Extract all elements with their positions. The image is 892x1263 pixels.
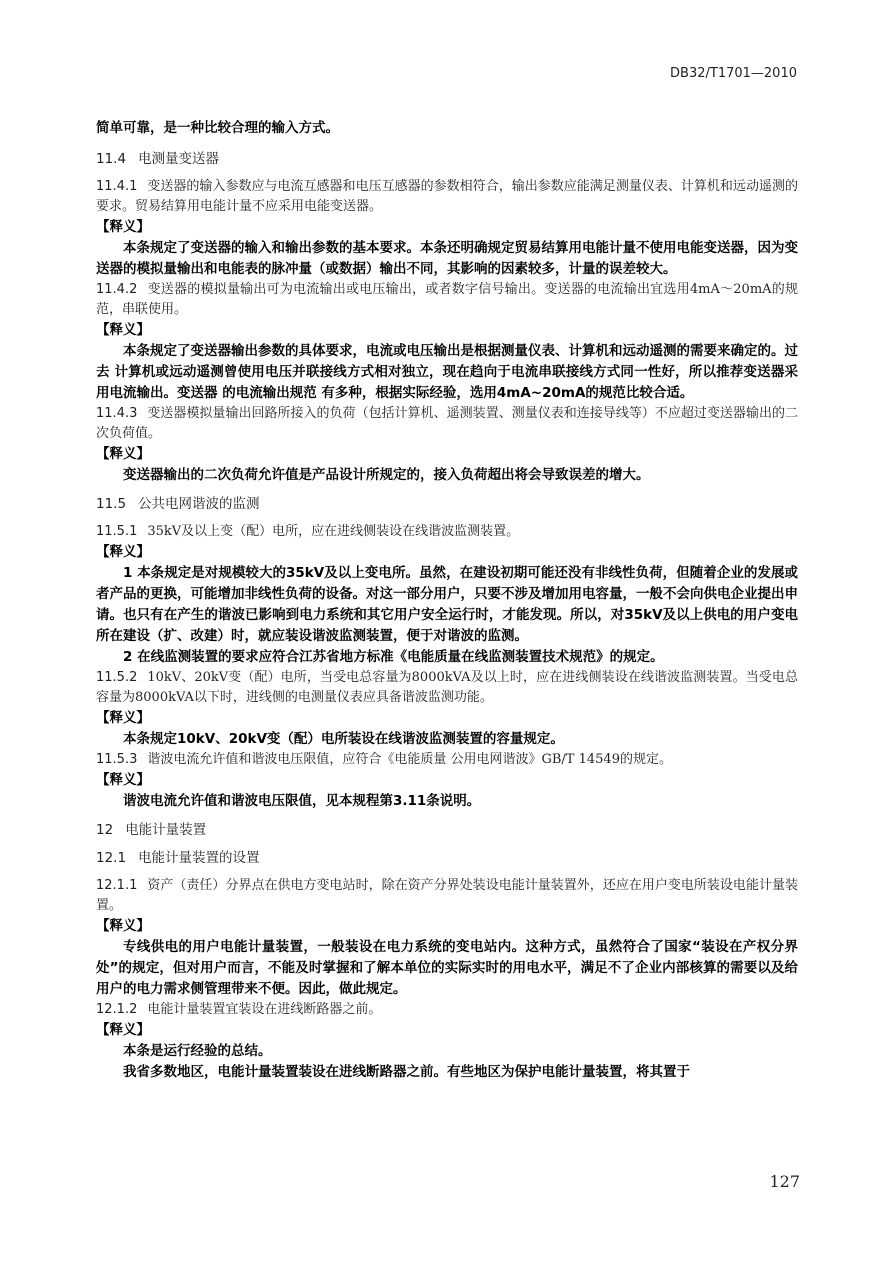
explanation-label: 【释义】: [96, 544, 150, 560]
explanation-label: 【释义】: [96, 710, 150, 726]
clause-12-1-2: [96, 1000, 798, 1020]
section-number: 12.1: [96, 850, 127, 866]
clause-number: 11.4.3: [96, 406, 138, 421]
explanation-11-5-1-item2: 2 在线监测装置的要求应符合江苏省地方标准《电能质量在线监测装置技术规范》的规定。: [123, 649, 664, 665]
section-title: 电测量变送器: [138, 151, 220, 167]
clause-number: 11.5.3: [96, 752, 138, 767]
clause-text: 变送器的输入参数应与电流互感器和电压互感器的参数相符合，输出参数应能满足测量仪表、计算机和远动遥测的要求。贸易结算用电能计量不应采用电能变送器。: [96, 179, 798, 214]
section-title: 电能计量装置的设置: [138, 850, 260, 866]
section-heading-12-1: [96, 848, 798, 868]
explanation-label: 【释义】: [96, 772, 150, 788]
section-number: 11.4: [96, 151, 127, 167]
explanation-11-5-1-item1: 1 本条规定是对规模较大的35kV及以上变电所。虽然，在建设初期可能还没有非线性负荷，但随着企业的发展或者产品的更换，可能增加非线性负荷的设备。对这一部分用户，只要不涉及增加用电容量，一般不会向供电企业提出申请。也只有在产生的谐波已影响到电力系统和其它用户安全运行时，才能发现。所以，对35kV及以上供电的用户变电所在建设（扩、改建）时，就应装设谐波监测装置，便于对谐波的监测。: [96, 565, 798, 644]
document-body: [96, 118, 798, 1083]
clause-number: 12.1.2: [96, 1002, 138, 1017]
standard-code: DB32/T1701—2010: [670, 66, 797, 81]
clause-11-4-3: [96, 404, 798, 444]
clause-text: 变送器模拟量输出回路所接入的负荷（包括计算机、遥测装置、测量仪表和连接导线等）不应超过变送器输出的二次负荷值。: [96, 406, 798, 441]
section-title: 电能计量装置: [125, 822, 207, 838]
explanation-12-1-2-b: 我省多数地区，电能计量装置装设在进线断路器之前。有些地区为保护电能计量装置，将其置于: [123, 1064, 690, 1080]
explanation-11-5-2: 本条规定10kV、20kV变（配）电所装设在线谐波监测装置的容量规定。: [123, 731, 564, 747]
clause-11-5-3: [96, 750, 798, 770]
section-number: 12: [96, 822, 114, 838]
section-title: 公共电网谐波的监测: [138, 496, 260, 512]
section-heading-11-5: [96, 494, 798, 514]
clause-text: 35kV及以上变（配）电所，应在进线侧装设在线谐波监测装置。: [147, 524, 520, 539]
clause-11-4-2: [96, 280, 798, 320]
clause-number: 11.4.1: [96, 179, 138, 194]
explanation-12-1-1: 专线供电的用户电能计量装置，一般装设在电力系统的变电站内。这种方式，虽然符合了国家“装设在产权分界处”的规定，但对用户而言，不能及时掌握和了解本单位的实际实时的用电水平，满足不了企业内部核算的需要以及给用户的电力需求侧管理带来不便。因此，做此规定。: [96, 939, 798, 997]
clause-11-4-1: [96, 177, 798, 217]
clause-number: 11.5.1: [96, 524, 138, 539]
explanation-label: 【释义】: [96, 1022, 150, 1038]
clause-number: 12.1.1: [96, 878, 138, 893]
clause-11-5-2: [96, 668, 798, 708]
explanation-label: 【释义】: [96, 446, 150, 462]
explanation-11-5-3: 谐波电流允许值和谐波电压限值，见本规程第3.11条说明。: [123, 793, 481, 809]
explanation-11-4-1: 本条规定了变送器的输入和输出参数的基本要求。本条还明确规定贸易结算用电能计量不使用电能变送器，因为变送器的模拟量输出和电能表的脉冲量（或数据）输出不同，其影响的因素较多，计量的误差较大。: [96, 240, 798, 277]
explanation-label: 【释义】: [96, 918, 150, 934]
section-number: 11.5: [96, 496, 127, 512]
continuation-text: 简单可靠，是一种比较合理的输入方式。: [96, 120, 339, 136]
explanation-11-4-2: 本条规定了变送器输出参数的具体要求，电流或电压输出是根据测量仪表、计算机和远动遥测的需要来确定的。过去 计算机或远动遥测曾使用电压并联接线方式相对独立，现在趋向于电流串联接线方式同一性好，所以推荐变送器采用电流输出。变送器 的电流输出规范 有多种，根据实际经验，选用4mA~20mA的规范比较合适。: [96, 343, 798, 401]
clause-11-5-1: [96, 522, 798, 542]
explanation-12-1-2-a: 本条是运行经验的总结。: [123, 1043, 272, 1059]
clause-12-1-1: [96, 876, 798, 916]
explanation-label: 【释义】: [96, 219, 150, 235]
section-heading-12: [96, 820, 798, 840]
clause-text: 变送器的模拟量输出可为电流输出或电压输出，或者数字信号输出。变送器的电流输出宜选用4mA～20mA的规范，串联使用。: [96, 282, 798, 317]
explanation-11-4-3: 变送器输出的二次负荷允许值是产品设计所规定的，接入负荷超出将会导致误差的增大。: [123, 467, 650, 483]
explanation-label: 【释义】: [96, 322, 150, 338]
page-number: 127: [769, 1172, 800, 1191]
clause-text: 电能计量装置宜装设在进线断路器之前。: [147, 1002, 382, 1017]
clause-number: 11.4.2: [96, 282, 138, 297]
clause-text: 资产（责任）分界点在供电方变电站时，除在资产分界处装设电能计量装置外，还应在用户变电所装设电能计量装置。: [96, 878, 798, 913]
clause-text: 10kV、20kV变（配）电所，当受电总容量为8000kVA及以上时，应在进线侧装设在线谐波监测装置。当受电总容量为8000kVA以下时，进线侧的电测量仪表应具备谐波监测功能。: [96, 670, 798, 705]
clause-text: 谐波电流允许值和谐波电压限值，应符合《电能质量 公用电网谐波》GB/T 14549的规定。: [147, 752, 672, 767]
clause-number: 11.5.2: [96, 670, 138, 685]
section-heading-11-4: [96, 149, 798, 169]
